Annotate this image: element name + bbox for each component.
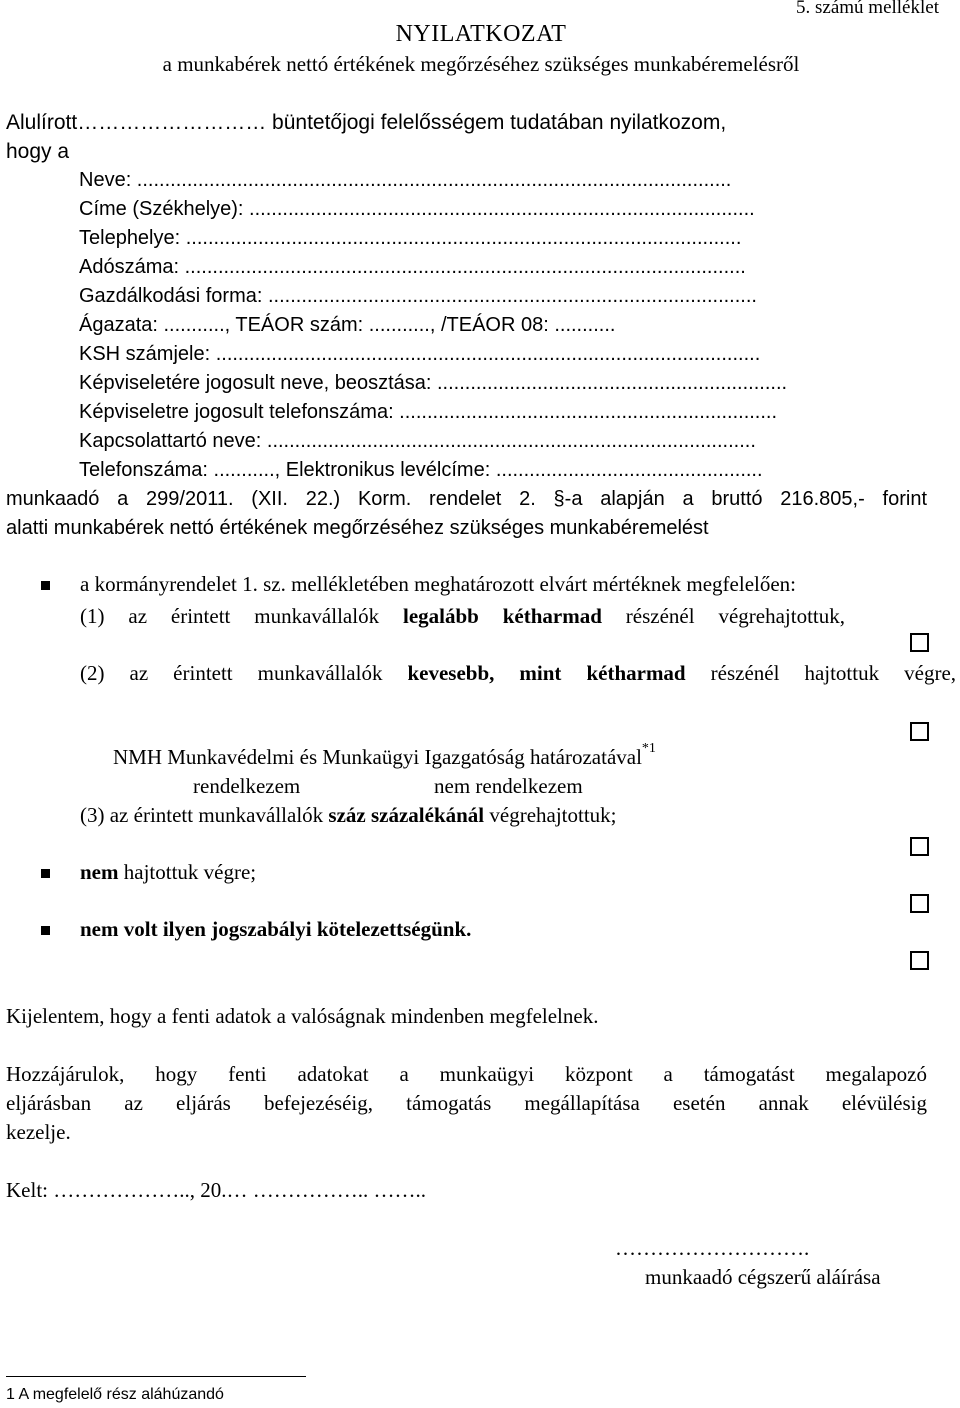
option-bullet-2: nem hajtottuk végre;	[80, 860, 257, 884]
has-no-decision[interactable]: nem rendelkezem	[434, 774, 583, 798]
field-address[interactable]: Címe (Székhelye): ...........................................................................................	[79, 198, 755, 220]
field-sector-teaor[interactable]: Ágazata: ..........., TEÁOR szám: ..........., /TEÁOR 08: ...........	[79, 314, 616, 336]
option-3-checkbox[interactable]	[910, 837, 929, 856]
footnote: 1 A megfelelő rész aláhúzandó	[6, 1386, 224, 1403]
field-business-form[interactable]: Gazdálkodási forma: ........................................................................................	[79, 285, 757, 307]
field-contact-name[interactable]: Kapcsolattartó neve: ........................................................................................	[79, 430, 756, 452]
option-2: (2) az érintett munkavállalók kevesebb, mint kétharmad részénél hajtottuk végre,	[80, 661, 957, 685]
signature-label: munkaadó cégszerű aláírása	[645, 1265, 881, 1289]
option-2-checkbox[interactable]	[910, 722, 929, 741]
statement-line-2: alatti munkabérek nettó értékének megőrzéséhez szükséges munkabéremelést	[6, 517, 709, 539]
document-subtitle: a munkabérek nettó értékének megőrzéséhez szükséges munkabéremelésről	[162, 52, 800, 76]
bullet-square	[41, 926, 50, 935]
bullet-square	[41, 581, 50, 590]
intro-line-1: Alulírott……………………… büntetőjogi felelősségem tudatában nyilatkozom,	[6, 111, 727, 134]
field-representative-phone[interactable]: Képviseletre jogosult telefonszáma: ....................................................................	[79, 401, 778, 423]
option-not-executed-checkbox[interactable]	[910, 894, 929, 913]
has-decision[interactable]: rendelkezem	[193, 774, 301, 798]
consent-line-2: eljárásban az eljárás befejezéséig, támogatás megállapítása esetén annak elévülésig	[6, 1091, 927, 1115]
option-bullet-3: nem volt ilyen jogszabályi kötelezettségünk.	[80, 917, 472, 941]
consent-line-3: kezelje.	[6, 1120, 71, 1144]
option-no-obligation-checkbox[interactable]	[910, 951, 929, 970]
nmh-decision-line: NMH Munkavédelmi és Munkaügyi Igazgatóság határozatával$^{*1}$	[113, 741, 656, 769]
field-representative-name[interactable]: Képviseletére jogosult neve, beosztása: ...............................................................	[79, 372, 788, 394]
footnote-separator	[6, 1376, 306, 1377]
bullet-square	[41, 869, 50, 878]
option-1-checkbox[interactable]	[910, 633, 929, 652]
footnote-marker: *1	[641, 741, 656, 756]
field-phone-email[interactable]: Telefonszáma: ..........., Elektronikus levélcíme: ................................................	[79, 459, 763, 481]
consent-line-1: Hozzájárulok, hogy fenti adatokat a munkaügyi központ a támogatást megalapozó	[6, 1062, 927, 1086]
document-title: NYILATKOZAT	[395, 21, 567, 47]
field-ksh-code[interactable]: KSH számjele: ..................................................................................................	[79, 343, 761, 365]
statement-line-1: munkaadó a 299/2011. (XII. 22.) Korm. rendelet 2. §-a alapján a bruttó 216.805,- forint	[6, 488, 927, 510]
option-bullet-1: a kormányrendelet 1. sz. mellékletében meghatározott elvárt mértéknek megfelelően:	[80, 572, 797, 596]
field-site[interactable]: Telephelye: ....................................................................................................	[79, 227, 742, 249]
signature-dots[interactable]: ……………………….	[615, 1236, 810, 1260]
option-3: (3) az érintett munkavállalók száz százalékánál végrehajtottuk;	[80, 803, 617, 827]
annex-label: 5. számú melléklet	[796, 0, 939, 18]
intro-line-2: hogy a	[6, 140, 70, 163]
option-1: (1) az érintett munkavállalók legalább kétharmad részénél végrehajtottuk,	[80, 604, 846, 628]
field-name[interactable]: Neve: ...........................................................................................................	[79, 169, 732, 191]
field-tax-number[interactable]: Adószáma: .....................................................................................................	[79, 256, 746, 278]
declaration: Kijelentem, hogy a fenti adatok a valóságnak mindenben megfelelnek.	[6, 1004, 599, 1028]
date-line[interactable]: Kelt: ……………….., 20.… …………….. ……..	[6, 1178, 426, 1202]
